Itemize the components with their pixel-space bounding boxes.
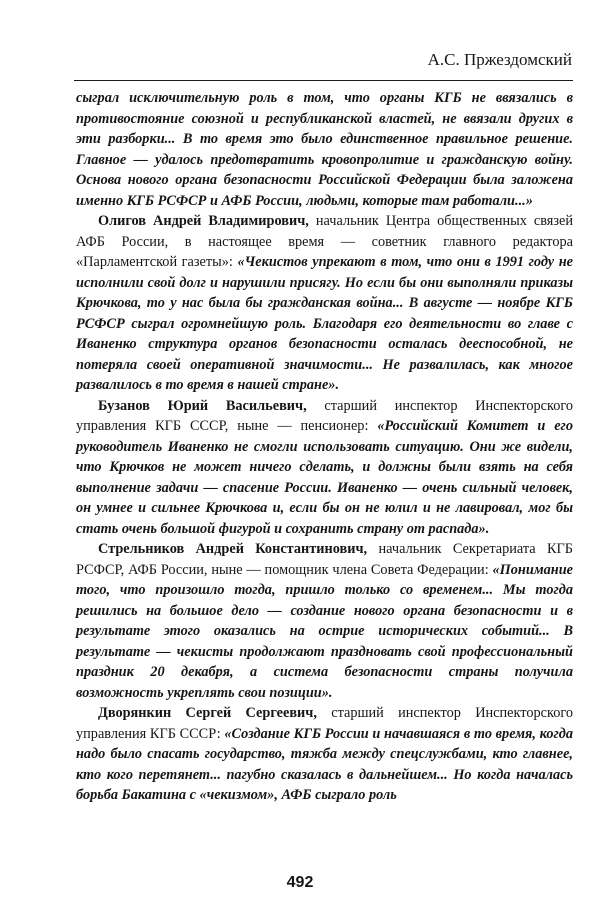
person-name: Бузанов Юрий Васильевич, <box>98 397 307 414</box>
quote-text: «Понимание того, что произошло тогда, пришло только со временем... Мы тогда решились на большое дело — создание нового органа безопасности и в результате этого оказались на острие исторических событий... В результате — чекисты продолжают праздновать свой профессиональный праздник 20 декабря, а система безопасности страны получила возможность укреплять свои позиции». <box>76 561 573 701</box>
person-role: старший инспектор Инспекторского управления КГБ СССР, ныне — пенсионер: <box>76 397 573 434</box>
quote-text: «Российский Комитет и его руководитель Иваненко не смогли использовать ситуацию. Они же видели, что Крючков не может ничего сделать, и должны были взять на себя выполнение задачи — спасение России. Иваненко — очень сильный человек, он умнее и сильнее Крючкова и, если бы он не юлил и не лавировал, мог бы стать очень большой фигурой и сохранить страну от распада». <box>76 418 573 537</box>
running-header: А.С. Пржездомский <box>427 50 572 69</box>
page-number: 492 <box>286 874 314 891</box>
page-body <box>76 88 573 806</box>
quote-text: «Чекистов упрекают в том, что они в 1991 году не исполнили свой долг и нарушили присягу. Но если бы они выполняли приказы Крючкова, то у нас была бы гражданская война... В августе — ноябре КГБ РСФСР сыграл огромнейшую роль. Благодаря его деятельности во главе с Иваненко структура органов безопасности осталась дееспособной, не потеряла своей оперативной значимости... Не развалилась, как многое развалилось в то время в нашей стране». <box>76 254 574 393</box>
quote-text: сыграл исключительную роль в том, что органы КГБ не ввязались в противостояние союзной и республиканской властей, не ввязали других в эти разборки... В то время это было единственное правильное решение. Главное — удалось предотвратить кровопролитие и гражданскую войну. Основа нового органа безопасности Российской Федерации была заложена именно КГБ РСФСР и АФБ России, людьми, которые там работали...» <box>76 90 573 209</box>
person-role: начальник Секретариата КГБ РСФСР, АФБ России, ныне — помощник члена Совета Федерации: <box>76 541 573 578</box>
paragraph-buzanov <box>76 396 573 540</box>
person-name: Олигов Андрей Владимирович, <box>98 213 309 229</box>
person-role: начальник Центра общественных связей АФБ России, в настоящее время — советник главного редактора «Парламентской газеты»: <box>76 213 574 270</box>
person-role: старший инспектор Инспекторского управления КГБ СССР: <box>76 705 573 742</box>
paragraph-strelnikov <box>76 539 573 703</box>
person-name: Дворянкин Сергей Сергеевич, <box>98 705 317 721</box>
person-name: Стрельников Андрей Константинович, <box>98 541 368 557</box>
paragraph-dvoryankin <box>76 703 573 806</box>
quote-text: «Создание КГБ России и начавшаяся в то время, когда надо было спасать государство, тяжба между спецслужбами, кто главнее, кто кого перетянет... пагубно сказалась в дальнейшем... Но когда началась борьба Бакатина с «чекизмом», АФБ сыграло роль <box>76 725 573 803</box>
paragraph-oligov <box>76 211 573 396</box>
paragraph-continued <box>76 88 573 211</box>
header-rule <box>74 80 573 81</box>
